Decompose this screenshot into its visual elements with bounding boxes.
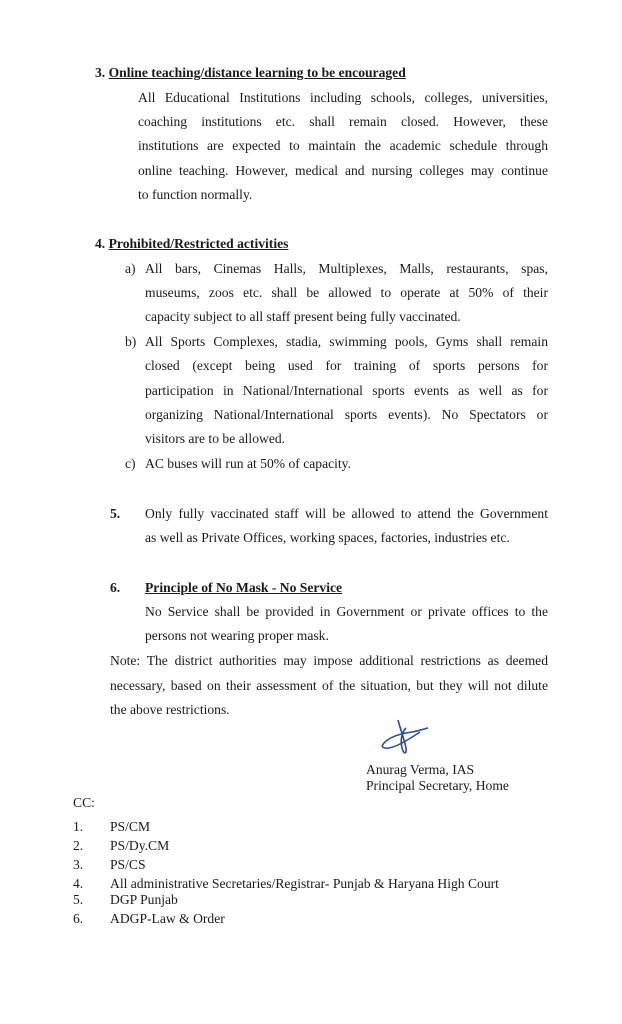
- section-title: Prohibited/Restricted activities: [108, 236, 289, 251]
- cc-item-number: 4.: [73, 876, 84, 891]
- paragraph-line: All Educational Institutions including schools, colleges, universities,: [138, 90, 548, 105]
- paragraph-line: No Service shall be provided in Government or private offices to the: [145, 604, 548, 619]
- signatory-designation: Principal Secretary, Home: [366, 778, 509, 793]
- cc-item-text: PS/CS: [110, 857, 146, 872]
- section-number: 5.: [110, 506, 121, 521]
- note-line: the above restrictions.: [110, 702, 230, 717]
- paragraph-line: All Sports Complexes, stadia, swimming pools, Gyms shall remain: [145, 334, 548, 349]
- paragraph-line: closed (except being used for training of sports persons for: [145, 358, 548, 373]
- item-label-a: a): [125, 261, 136, 276]
- item-label-c: c): [125, 456, 136, 471]
- section-title: Online teaching/distance learning to be encouraged: [108, 65, 406, 80]
- section-4-heading: [95, 236, 288, 252]
- paragraph-line: capacity subject to all staff present being fully vaccinated.: [145, 309, 461, 324]
- cc-item-number: 6.: [73, 911, 84, 926]
- paragraph-line: AC buses will run at 50% of capacity.: [145, 456, 351, 471]
- cc-item-text: PS/CM: [110, 819, 151, 834]
- section-number: 4.: [95, 236, 106, 251]
- cc-item-number: 1.: [73, 819, 84, 834]
- paragraph-line: institutions are expected to maintain the academic schedule through: [138, 138, 548, 153]
- item-label-b: b): [125, 334, 137, 349]
- paragraph-line: museums, zoos etc. shall be allowed to operate at 50% of their: [145, 285, 548, 300]
- paragraph-line: organizing National/International sports events). No Spectators or: [145, 407, 548, 422]
- paragraph-line: persons not wearing proper mask.: [145, 628, 329, 643]
- paragraph-line: to function normally.: [138, 187, 253, 202]
- signatory-name: Anurag Verma, IAS: [366, 762, 475, 777]
- paragraph-line: online teaching. However, medical and nursing colleges may continue: [138, 163, 548, 178]
- note-line: Note: The district authorities may impose additional restrictions as deemed: [110, 653, 548, 668]
- cc-item-text: DGP Punjab: [110, 892, 178, 907]
- note-line: necessary, based on their assessment of the situation, but they will not dilute: [110, 678, 548, 693]
- paragraph-line: Only fully vaccinated staff will be allowed to attend the Government: [145, 506, 548, 521]
- cc-item-text: PS/Dy.CM: [110, 838, 170, 853]
- paragraph-line: as well as Private Offices, working spaces, factories, industries etc.: [145, 530, 510, 545]
- section-title: Principle of No Mask - No Service: [145, 580, 343, 595]
- section-number: 3.: [95, 65, 106, 80]
- paragraph-line: coaching institutions etc. shall remain closed. However, these: [138, 114, 548, 129]
- section-number: 6.: [110, 580, 121, 595]
- cc-label: CC:: [73, 795, 95, 810]
- paragraph-line: visitors are to be allowed.: [145, 431, 286, 446]
- signature-icon: [378, 718, 438, 758]
- cc-item-text: All administrative Secretaries/Registrar- Punjab & Haryana High Court: [110, 876, 499, 891]
- paragraph-line: All bars, Cinemas Halls, Multiplexes, Malls, restaurants, spas,: [145, 261, 548, 276]
- section-3-heading: [95, 65, 406, 81]
- cc-item-number: 2.: [73, 838, 84, 853]
- paragraph-line: participation in National/International sports events as well as for: [145, 383, 548, 398]
- cc-item-number: 5.: [73, 892, 84, 907]
- cc-item-text: ADGP-Law & Order: [110, 911, 225, 926]
- cc-item-number: 3.: [73, 857, 84, 872]
